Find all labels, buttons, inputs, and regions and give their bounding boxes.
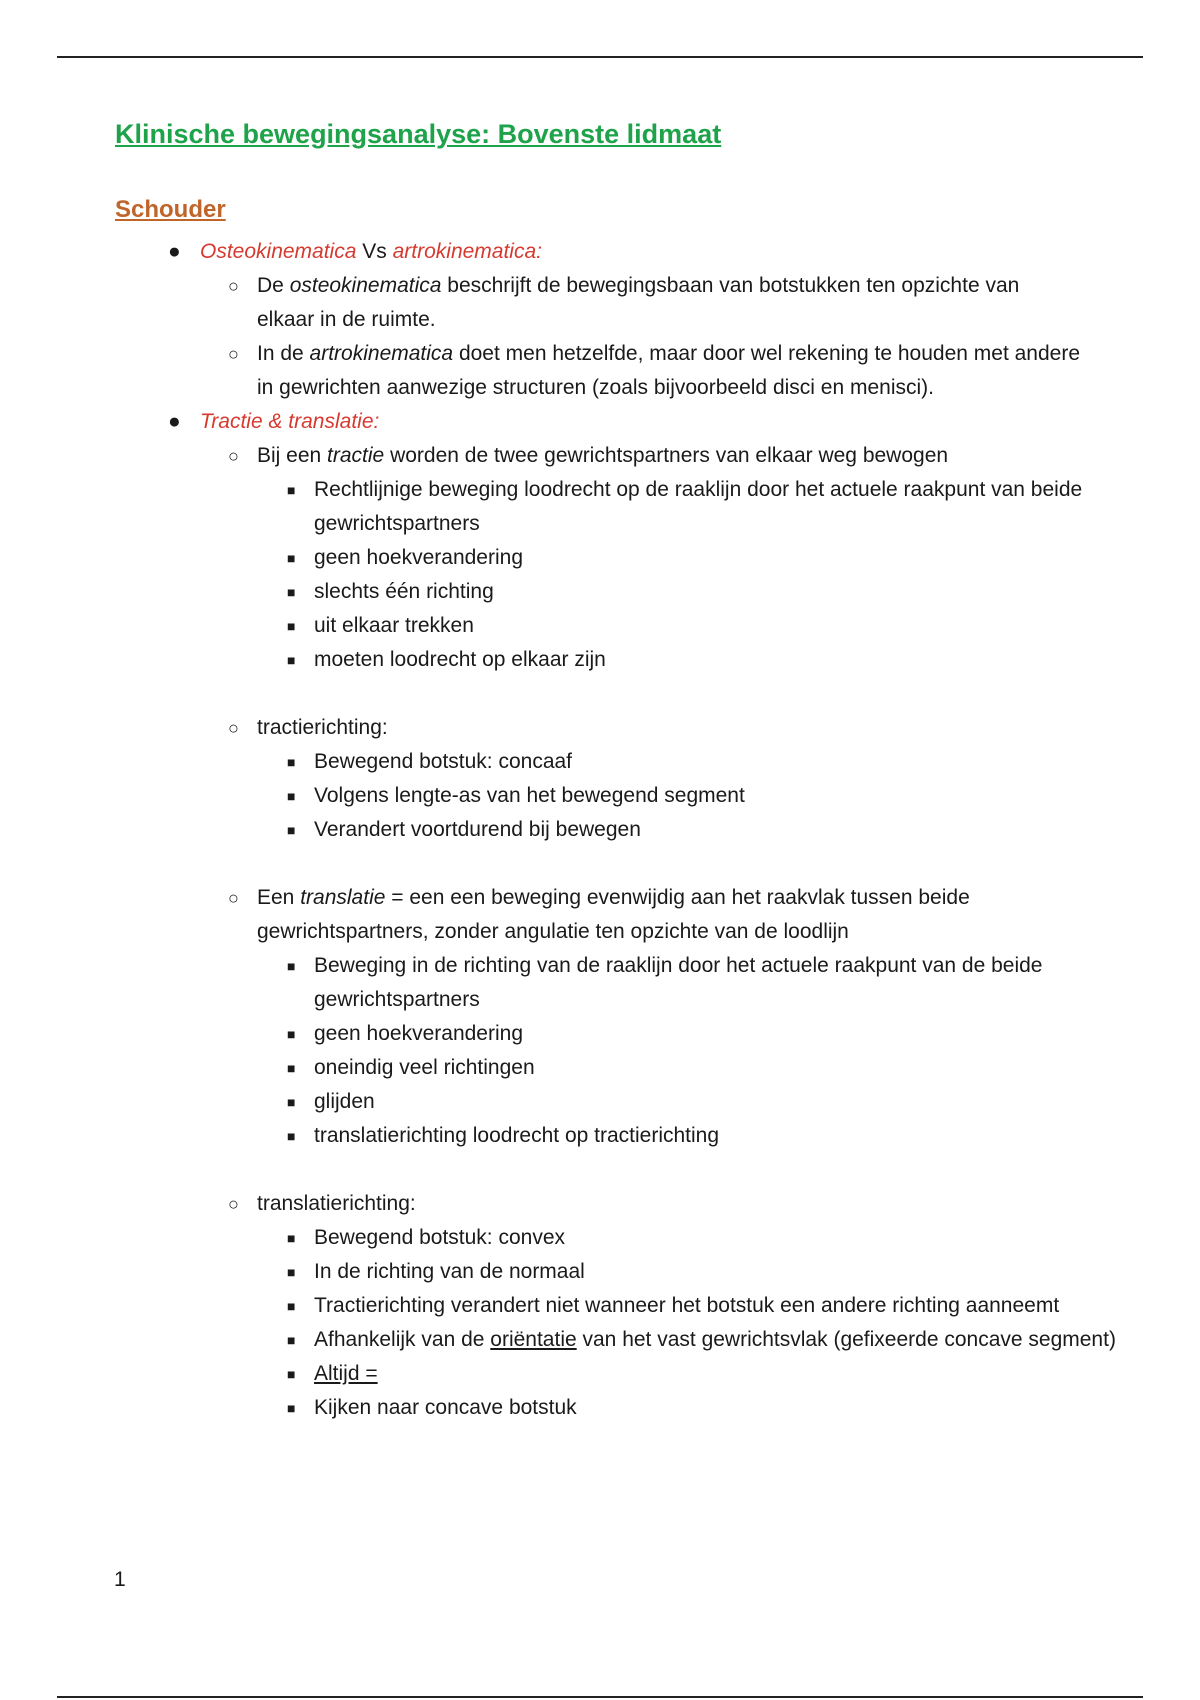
list-item: ■ Afhankelijk van de oriëntatie van het vast gewrichtsvlak (gefixeerde concave segment)	[0, 1323, 1200, 1357]
circle-bullet-icon: ○	[228, 1194, 239, 1214]
list-item: ■ Verandert voortdurend bij bewegen	[0, 813, 1200, 847]
list-item-tractie-translatie: ● Tractie & translatie:	[0, 405, 1200, 439]
circle-bullet-icon: ○	[228, 344, 239, 364]
square-bullet-icon: ■	[287, 1264, 296, 1280]
list-item: ○ In de artrokinematica doet men hetzelfde, maar door wel rekening te houden met andere in gewrichten aanwezige structuren (zoals bijvoorbeeld disci en menisci).	[0, 337, 1200, 405]
square-bullet-icon: ■	[287, 1026, 296, 1042]
list-item: ■ Volgens lengte-as van het bewegend segment	[0, 779, 1200, 813]
square-bullet-icon: ■	[287, 822, 296, 838]
square-bullet-icon: ■	[287, 482, 296, 498]
list-item: ■ oneindig veel richtingen	[0, 1051, 1200, 1085]
circle-bullet-icon: ○	[228, 718, 239, 738]
square-bullet-icon: ■	[287, 1298, 296, 1314]
square-bullet-icon: ■	[287, 1366, 296, 1382]
document-title: Klinische bewegingsanalyse: Bovenste lidmaat	[115, 119, 722, 149]
spacer	[0, 677, 1200, 711]
document-body	[0, 235, 1200, 1425]
list-item: ■ In de richting van de normaal	[0, 1255, 1200, 1289]
list-item: ■ glijden	[0, 1085, 1200, 1119]
spacer	[0, 1153, 1200, 1187]
square-bullet-icon: ■	[287, 788, 296, 804]
list-item-translatie-definition: ○ Een translatie = een een beweging evenwijdig aan het raakvlak tussen beide gewrichtspartners, zonder angulatie ten opzichte van de loodlijn	[0, 881, 1200, 949]
spacer	[0, 847, 1200, 881]
square-bullet-icon: ■	[287, 1060, 296, 1076]
circle-bullet-icon: ○	[228, 446, 239, 466]
square-bullet-icon: ■	[287, 1094, 296, 1110]
list-item: ■ geen hoekverandering	[0, 541, 1200, 575]
list-item: ■ Rechtlijnige beweging loodrecht op de raaklijn door het actuele raakpunt van beide gewrichtspartners	[0, 473, 1200, 541]
list-item: ■ translatierichting loodrecht op tractierichting	[0, 1119, 1200, 1153]
square-bullet-icon: ■	[287, 1332, 296, 1348]
list-item: ■ moeten loodrecht op elkaar zijn	[0, 643, 1200, 677]
list-item-osteo-vs-artro: ● Osteokinematica Vs artrokinematica:	[0, 235, 1200, 269]
bullet-icon: ●	[168, 410, 181, 433]
list-item: ■ Bewegend botstuk: concaaf	[0, 745, 1200, 779]
square-bullet-icon: ■	[287, 584, 296, 600]
list-item: ■ Bewegend botstuk: convex	[0, 1221, 1200, 1255]
list-item: ○ De osteokinematica beschrijft de bewegingsbaan van botstukken ten opzichte van elkaar in de ruimte.	[0, 269, 1200, 337]
bullet-icon: ●	[168, 240, 181, 263]
list-item: ■ geen hoekverandering	[0, 1017, 1200, 1051]
circle-bullet-icon: ○	[228, 888, 239, 908]
list-item: ■ slechts één richting	[0, 575, 1200, 609]
square-bullet-icon: ■	[287, 754, 296, 770]
header-rule	[57, 56, 1143, 58]
list-item-tractie-definition: ○ Bij een tractie worden de twee gewrichtspartners van elkaar weg bewogen	[0, 439, 1200, 473]
square-bullet-icon: ■	[287, 550, 296, 566]
list-item-tractierichting: ○ tractierichting:	[0, 711, 1200, 745]
section-heading: Schouder	[115, 196, 226, 223]
square-bullet-icon: ■	[287, 1400, 296, 1416]
list-item: ■ Altijd =	[0, 1357, 1200, 1391]
square-bullet-icon: ■	[287, 1128, 296, 1144]
circle-bullet-icon: ○	[228, 276, 239, 296]
footer-rule	[57, 1696, 1143, 1698]
list-item: ■ uit elkaar trekken	[0, 609, 1200, 643]
square-bullet-icon: ■	[287, 652, 296, 668]
list-item: ■ Kijken naar concave botstuk	[0, 1391, 1200, 1425]
square-bullet-icon: ■	[287, 1230, 296, 1246]
list-item-translatierichting: ○ translatierichting:	[0, 1187, 1200, 1221]
list-item: ■ Tractierichting verandert niet wanneer het botstuk een andere richting aanneemt	[0, 1289, 1200, 1323]
square-bullet-icon: ■	[287, 618, 296, 634]
list-item: ■ Beweging in de richting van de raaklijn door het actuele raakpunt van de beide gewrichtspartners	[0, 949, 1200, 1017]
page-number: 1	[114, 1568, 126, 1591]
square-bullet-icon: ■	[287, 958, 296, 974]
